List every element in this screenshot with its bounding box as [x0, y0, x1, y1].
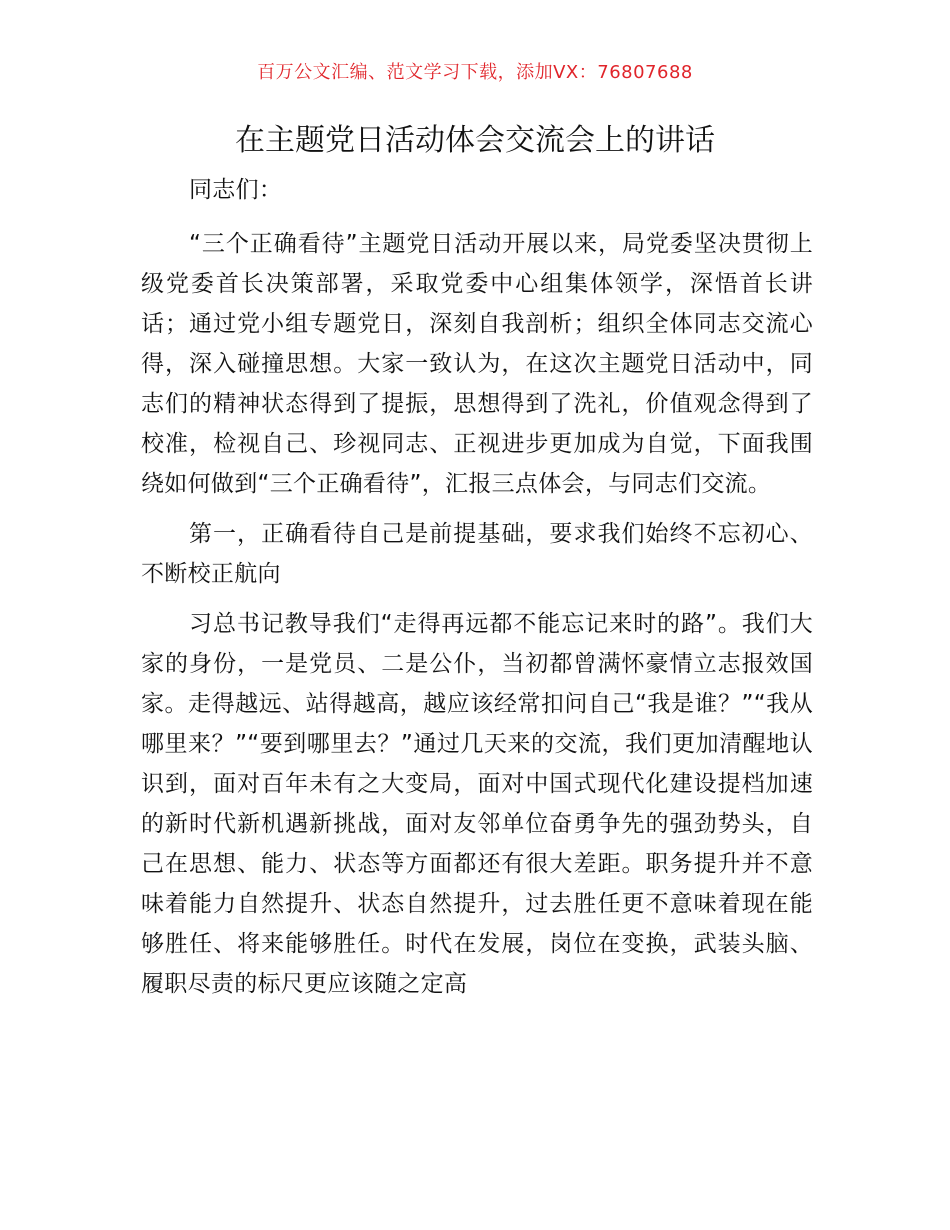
paragraph-first-body: 习总书记教导我们“走得再远都不能忘记来时的路”。我们大家的身份，一是党员、二是公仆，当初都曾满怀豪情立志报效国家。走得越远、站得越高，越应该经常扣问自己“我是谁？”“我从哪里来？”“要到哪里去？”通过几天来的交流，我们更加清醒地认识到，面对百年未有之大变局，面对中国式现代化建设提档加速的新时代新机遇新挑战，面对友邻单位奋勇争先的强劲势头，自己在思想、能力、状态等方面都还有很大差距。职务提升并不意味着能力自然提升、状态自然提升，过去胜任更不意味着现在能够胜任、将来能够胜任。时代在发展，岗位在变换，武装头脑、履职尽责的标尺更应该随之定高 [141, 611, 813, 997]
paragraph-intro: “三个正确看待”主题党日活动开展以来，局党委坚决贯彻上级党委首长决策部署，采取党委中心组集体领学，深悟首长讲话；通过党小组专题党日，深刻自我剖析；组织全体同志交流心得，深入碰撞思想。大家一致认为，在这次主题党日活动中，同志们的精神状态得到了提振，思想得到了洗礼，价值观念得到了校准，检视自己、珍视同志、正视进步更加成为自觉，下面我围绕如何做到“三个正确看待”，汇报三点体会，与同志们交流。 [141, 231, 813, 497]
section-heading-first: 第一，正确看待自己是前提基础，要求我们始终不忘初心、不断校正航向 [141, 521, 813, 587]
document-body [141, 170, 813, 1014]
document-title: 在主题党日活动体会交流会上的讲话 [235, 123, 715, 158]
salutation: 同志们： [189, 177, 283, 203]
header-watermark-note: 百万公文汇编、范文学习下载，添加VX：76807688 [257, 62, 693, 83]
